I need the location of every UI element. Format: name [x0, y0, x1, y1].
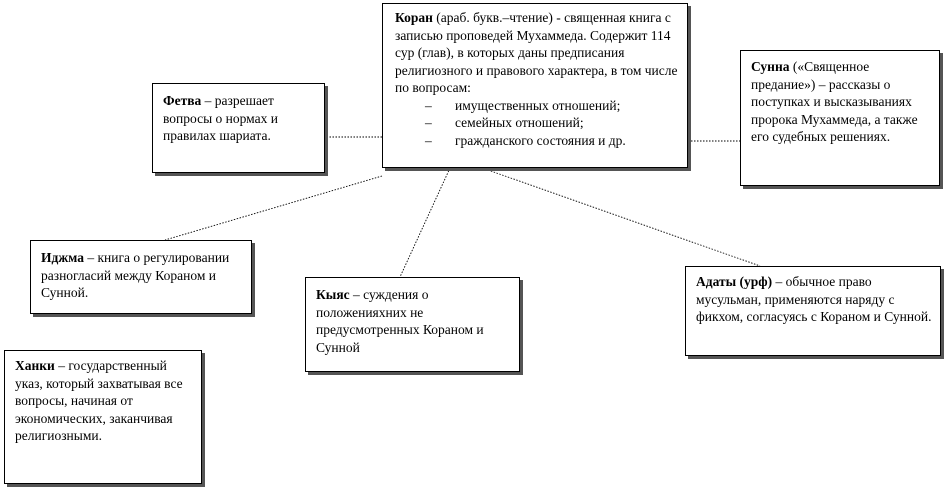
- quran-list-item: – семейных отношений;: [425, 114, 679, 132]
- idzhma-box: [30, 240, 252, 314]
- quran-box: [382, 3, 688, 168]
- connector-quran-idzhma: [165, 176, 382, 240]
- sunna-definition: («Священное предание») – рассказы о поступках и высказываниях пророка Мухаммеда, а также его судебных решениях.: [751, 59, 918, 144]
- hanki-box: [4, 350, 202, 484]
- quran-list-item: – гражданского состояния и др.: [425, 132, 679, 150]
- hanki-definition: – государственный указ, который захватывая все вопросы, начиная от экономических, заканчивая религиозными.: [15, 358, 183, 443]
- fetva-definition: – разрешает вопросы о нормах и правилах шариата.: [163, 93, 278, 143]
- idzhma-definition: – книга о регулировании разногласий между Кораном и Сунной.: [41, 250, 230, 300]
- sunna-term: Сунна: [751, 59, 790, 74]
- idzhma-term: Иджма: [41, 250, 84, 265]
- quran-list: [395, 97, 679, 150]
- hanki-term: Ханки: [15, 358, 55, 373]
- adaty-term: Адаты (урф): [696, 274, 773, 289]
- fetva-box: [152, 83, 325, 173]
- fetva-term: Фетва: [163, 93, 202, 108]
- quran-definition: (араб. букв.–чтение) - священная книга с записью проповедей Мухаммеда. Содержит 114 сур (глав), в которых даны предписания религиозного и правового характера, в том числе по вопросам:: [395, 10, 678, 95]
- quran-term: Коран: [395, 10, 433, 25]
- quran-list-item: – имущественных отношений;: [425, 97, 679, 115]
- kyyas-term: Кыяс: [316, 287, 350, 302]
- adaty-definition: – обычное право мусульман, применяются наряду с фикхом, согласуясь с Кораном и Сунной.: [696, 274, 932, 324]
- sunna-box: [740, 50, 940, 186]
- kyyas-definition: – суждения о положенияхних не предусмотренных Кораном и Сунной: [316, 287, 484, 355]
- kyyas-box: [305, 277, 520, 372]
- adaty-box: [685, 266, 941, 356]
- connector-quran-kyyas: [400, 168, 450, 277]
- connector-quran-adaty: [488, 170, 760, 266]
